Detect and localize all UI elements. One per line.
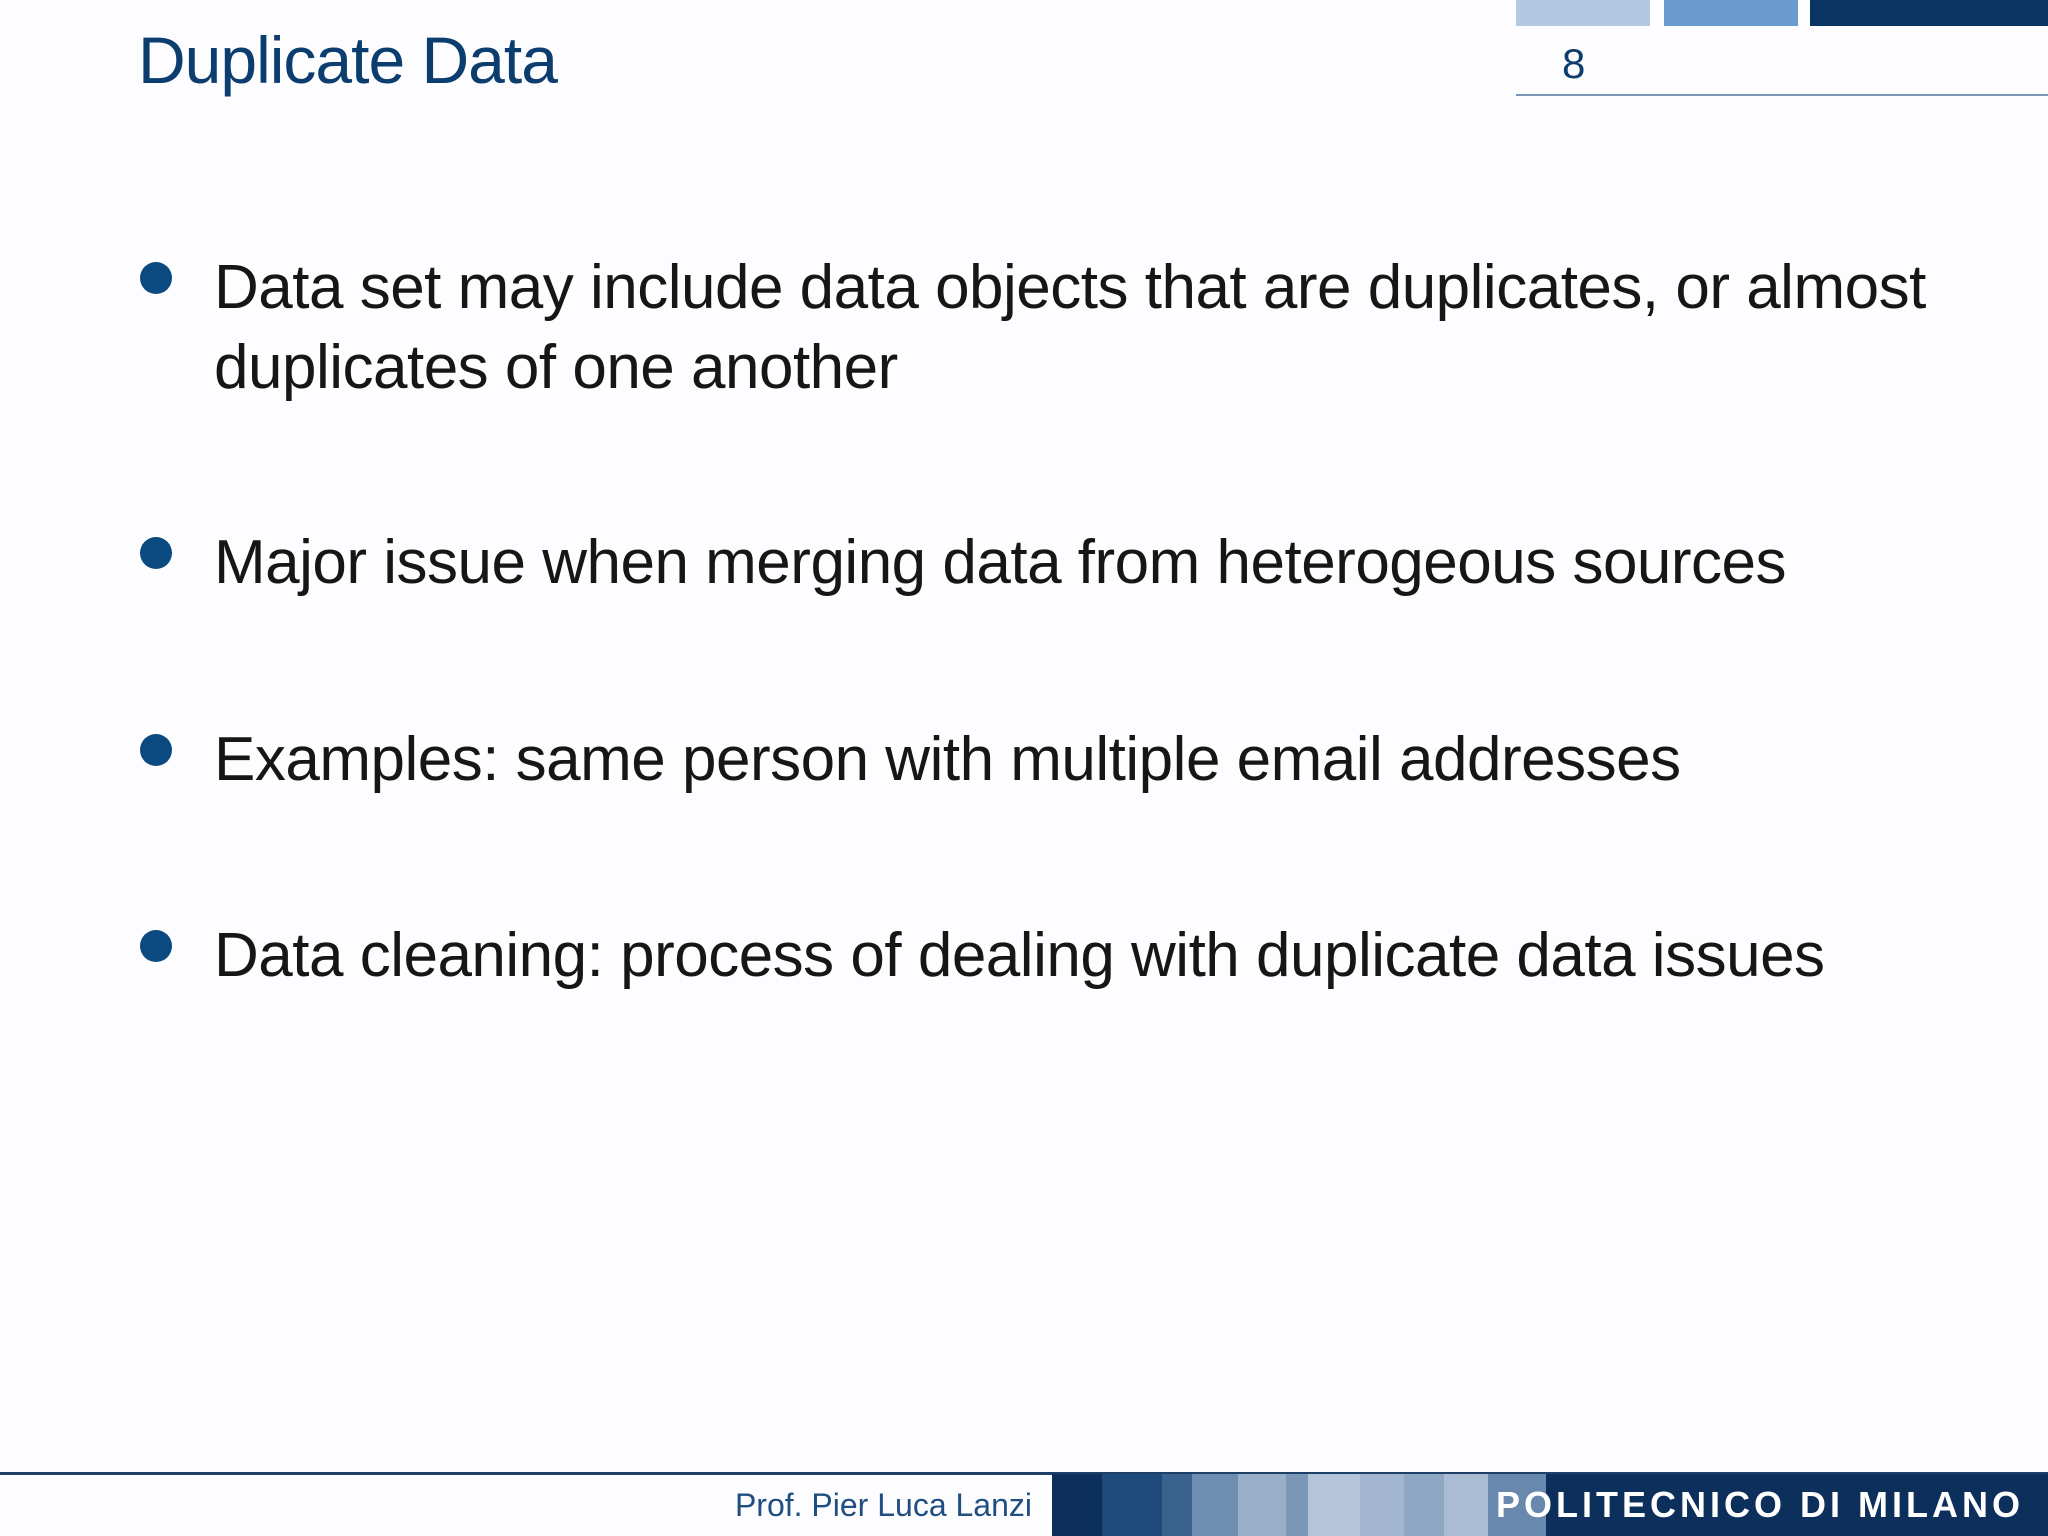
- slide-title: Duplicate Data: [138, 23, 557, 97]
- bullet-dot-icon: [140, 537, 172, 569]
- bullet-text: Examples: same person with multiple email addresses: [214, 725, 1681, 794]
- header-block-mid: [1664, 0, 1798, 26]
- bullet-text: Data cleaning: process of dealing with duplicate data issues: [214, 921, 1825, 990]
- header-block-light: [1516, 0, 1650, 26]
- header-color-blocks: [1516, 0, 2048, 26]
- bullet-dot-icon: [140, 930, 172, 962]
- header-block-dark: [1810, 0, 2048, 26]
- bullet-text: Major issue when merging data from heterogeous sources: [214, 528, 1787, 597]
- institution-logo-text: POLITECNICO DI MILANO: [1496, 1484, 2024, 1525]
- bullet-text: Data set may include data objects that are duplicates, or almost duplicates of one another: [214, 253, 1926, 402]
- bullet-dot-icon: [140, 262, 172, 294]
- header-divider: [1516, 94, 2048, 96]
- author-name: Prof. Pier Luca Lanzi: [734, 1487, 1032, 1523]
- bullet-dot-icon: [140, 734, 172, 766]
- page-number: 8: [1562, 40, 1586, 87]
